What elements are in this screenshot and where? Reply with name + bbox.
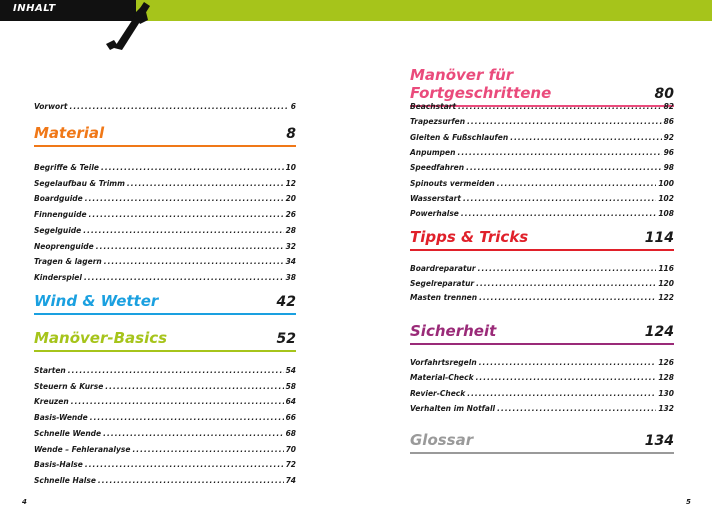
leader-dots <box>478 264 657 274</box>
leader-dots <box>458 102 662 112</box>
toc-entry[interactable] <box>410 102 674 112</box>
leader-dots <box>510 133 661 143</box>
entry-title: Revier-Check <box>410 388 466 398</box>
toc-entry[interactable] <box>34 413 296 423</box>
leader-dots <box>479 293 656 303</box>
leader-dots <box>466 163 661 173</box>
entry-page: 116 <box>658 264 674 273</box>
entry-page: 10 <box>285 163 296 172</box>
entry-title: Wasserstart <box>410 193 461 203</box>
heading-page: 114 <box>644 230 674 246</box>
toc-entry[interactable] <box>34 476 296 486</box>
toc-entry[interactable] <box>34 273 296 283</box>
toc-entry[interactable] <box>34 366 296 376</box>
entry-page: 86 <box>663 117 674 127</box>
heading-title: Glossar <box>410 431 474 449</box>
heading-title: Material <box>34 124 105 142</box>
leader-dots <box>98 476 284 486</box>
toc-entry[interactable] <box>410 293 674 303</box>
entry-page: 38 <box>285 272 296 282</box>
entry-page: 28 <box>285 225 296 235</box>
entry-page: 20 <box>285 194 296 204</box>
heading-title: Manöver für Fortgeschrittene <box>410 66 552 102</box>
leader-dots <box>69 102 288 112</box>
entry-title: Boardguide <box>34 194 83 204</box>
section-heading-material[interactable] <box>34 124 296 147</box>
heading-title: Sicherheit <box>410 322 497 340</box>
entry-title: Neoprenguide <box>34 241 94 251</box>
leader-dots <box>84 273 284 283</box>
section-heading-tipps[interactable] <box>410 228 674 251</box>
toc-entry[interactable] <box>34 257 296 267</box>
heading-page: 42 <box>276 294 296 310</box>
leader-dots <box>71 397 284 407</box>
leader-dots <box>467 117 661 127</box>
section-label: INHALT <box>13 3 56 14</box>
toc-entry[interactable] <box>410 163 674 173</box>
page-number-right: 5 <box>686 498 691 506</box>
entry-page: 74 <box>285 475 296 485</box>
entry-title: Steuern & Kurse <box>34 381 104 391</box>
entry-title: Tragen & lagern <box>34 257 102 267</box>
entry-page: 34 <box>285 257 296 267</box>
leader-dots <box>85 194 284 204</box>
leader-dots <box>497 179 657 189</box>
leader-dots <box>85 460 284 470</box>
toc-entry[interactable] <box>34 445 296 455</box>
leader-dots <box>89 210 284 220</box>
leader-dots <box>101 163 284 173</box>
toc-entry[interactable] <box>34 460 296 470</box>
entry-title: Basis-Wende <box>34 413 88 423</box>
entry-title: Wende – Fehleranalyse <box>34 444 131 454</box>
heading-title: Tipps & Tricks <box>410 228 529 246</box>
heading-title: Wind & Wetter <box>34 292 159 310</box>
toc-entry[interactable] <box>410 373 674 383</box>
entry-page: 108 <box>658 209 674 219</box>
entry-title: Spinouts vermeiden <box>410 178 495 188</box>
entry-page: 122 <box>658 293 674 302</box>
entry-title: Verhalten im Notfall <box>410 403 496 413</box>
toc-entry[interactable] <box>410 279 674 289</box>
section-heading-sicherheit[interactable] <box>410 322 674 345</box>
entry-page: 70 <box>285 444 296 454</box>
toc-entry-vorwort[interactable] <box>34 102 296 112</box>
toc-entry[interactable] <box>410 389 674 399</box>
entry-page: 128 <box>658 373 674 383</box>
entry-page: 102 <box>658 193 674 203</box>
toc-entry[interactable] <box>410 133 674 143</box>
entry-title: Powerhalse <box>410 209 459 219</box>
entry-title: Schnelle Wende <box>34 428 102 438</box>
entry-page: 72 <box>285 460 296 470</box>
leader-dots <box>104 257 284 267</box>
entry-page: 98 <box>663 163 674 173</box>
leader-dots <box>461 209 656 219</box>
entry-title: Segelreparatur <box>410 278 475 288</box>
entry-page: 64 <box>285 397 296 407</box>
entry-title: Beachstart <box>410 102 457 111</box>
toc-entry[interactable] <box>34 242 296 252</box>
heading-title: Manöver-Basics <box>34 329 168 347</box>
leader-dots <box>476 373 657 383</box>
toc-entry[interactable] <box>34 210 296 220</box>
entry-title: Vorwort <box>34 102 68 111</box>
heading-page: 134 <box>644 433 674 449</box>
leader-dots <box>68 366 284 376</box>
entry-title: Finnenguide <box>34 210 87 220</box>
heading-page: 8 <box>286 126 296 142</box>
entry-title: Segelguide <box>34 225 82 235</box>
toc-entry[interactable] <box>34 194 296 204</box>
windsurfer-icon <box>100 0 160 52</box>
entry-page: 66 <box>285 413 296 423</box>
toc-entry[interactable] <box>410 117 674 127</box>
entry-page: 54 <box>285 366 296 375</box>
toc-entry[interactable] <box>410 209 674 219</box>
entry-page: 68 <box>285 428 296 438</box>
entry-title: Anpumpen <box>410 147 456 157</box>
toc-entry[interactable] <box>34 429 296 439</box>
section-heading-basics[interactable] <box>34 329 296 352</box>
heading-page: 124 <box>644 324 674 340</box>
entry-page: 126 <box>658 358 674 367</box>
entry-page: 32 <box>285 241 296 251</box>
toc-entry[interactable] <box>34 179 296 189</box>
leader-dots <box>132 445 283 455</box>
entry-title: Segelaufbau & Trimm <box>34 178 125 188</box>
entry-page: 58 <box>285 381 296 391</box>
leader-dots <box>463 194 656 204</box>
entry-page: 82 <box>663 102 674 111</box>
toc-entry[interactable] <box>34 397 296 407</box>
leader-dots <box>103 429 283 439</box>
toc-entry[interactable] <box>410 264 674 274</box>
entry-title: Starten <box>34 366 66 375</box>
entry-title: Kinderspiel <box>34 272 82 282</box>
entry-title: Schnelle Halse <box>34 475 96 485</box>
entry-page: 132 <box>658 403 674 413</box>
entry-page: 120 <box>658 278 674 288</box>
entry-page: 26 <box>285 210 296 220</box>
section-heading-glossar[interactable] <box>410 431 674 454</box>
toc-entry[interactable] <box>34 163 296 173</box>
entry-title: Speedfahren <box>410 163 465 173</box>
leader-dots <box>479 358 657 368</box>
entry-title: Basis-Halse <box>34 460 83 470</box>
heading-page: 80 <box>654 86 674 102</box>
leader-dots <box>90 413 284 423</box>
entry-title: Material-Check <box>410 373 474 383</box>
toc-entry[interactable] <box>34 226 296 236</box>
leader-dots <box>127 179 284 189</box>
leader-dots <box>96 242 284 252</box>
toc-entry[interactable] <box>34 382 296 392</box>
entry-page: 12 <box>285 178 296 188</box>
leader-dots <box>83 226 283 236</box>
entry-title: Begriffe & Teile <box>34 163 99 172</box>
toc-entry[interactable] <box>410 194 674 204</box>
leader-dots <box>105 382 283 392</box>
toc-entry[interactable] <box>410 148 674 158</box>
entry-page: 100 <box>658 178 674 188</box>
entry-page: 6 <box>290 102 296 111</box>
toc-entry[interactable] <box>410 358 674 368</box>
entry-title: Kreuzen <box>34 397 69 407</box>
entry-page: 92 <box>663 132 674 142</box>
entry-page: 96 <box>663 147 674 157</box>
entry-title: Gleiten & Fußschlaufen <box>410 132 509 142</box>
leader-dots <box>497 404 656 414</box>
entry-title: Masten trennen <box>410 293 478 302</box>
entry-page: 130 <box>658 388 674 398</box>
section-heading-fortgeschrittene[interactable] <box>410 66 674 107</box>
leader-dots <box>457 148 661 158</box>
entry-title: Boardreparatur <box>410 264 476 273</box>
entry-title: Vorfahrtsregeln <box>410 358 477 367</box>
entry-title: Trapezsurfen <box>410 117 466 127</box>
page-number-left: 4 <box>22 498 27 506</box>
section-heading-wind[interactable] <box>34 292 296 315</box>
leader-dots <box>467 389 656 399</box>
heading-page: 52 <box>276 331 296 347</box>
leader-dots <box>476 279 656 289</box>
toc-entry[interactable] <box>410 179 674 189</box>
toc-entry[interactable] <box>410 404 674 414</box>
